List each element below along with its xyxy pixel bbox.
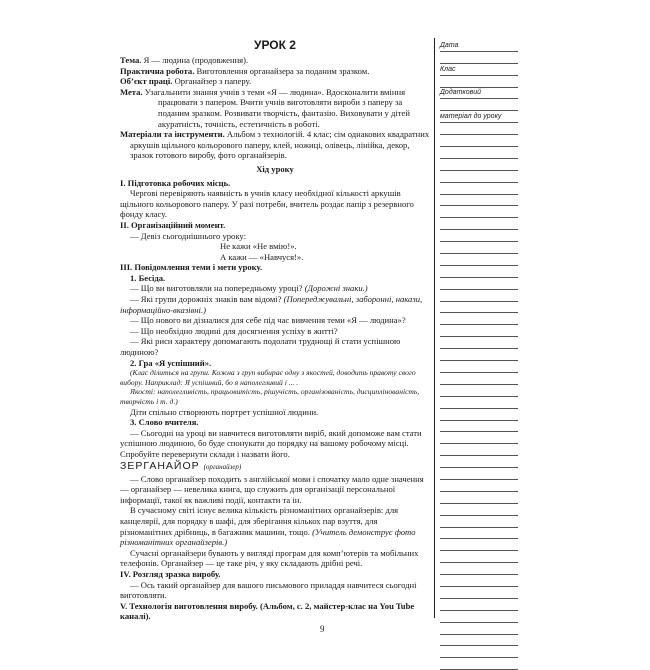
note-line xyxy=(440,444,518,456)
scrambled-word: ЗЕРГАНАЙОР (органайзер) xyxy=(120,459,242,472)
margin-label: матеріал до уроку xyxy=(440,113,502,121)
note-line xyxy=(440,254,518,266)
note-line xyxy=(440,587,518,599)
section-4-heading: IV. Розгляд зразка виробу. xyxy=(120,568,221,579)
question-2: — Які групи дорожніх знаків вам відомі? (Попереджувальні, заборонні, накази, інформаційно-вказівні.) xyxy=(120,294,423,315)
note-line xyxy=(440,337,518,349)
note-line xyxy=(440,551,518,563)
note-line xyxy=(440,528,518,540)
organizer-paragraph-3: Сучасні органайзери бувають у вигляді програм для комп’ютерів та мобільних телефонів. Органайзер — це таке річ, у яку складають дрібні речі. xyxy=(120,547,419,569)
practical-line: Практична робота. Виготовлення органайзера за поданим зразком. xyxy=(120,65,370,76)
note-line xyxy=(440,385,518,397)
subsection-teacher-word: 3. Слово вчителя. xyxy=(130,417,199,428)
note-line xyxy=(440,302,518,314)
subsection-conversation: 1. Бесіда. xyxy=(130,272,166,283)
note-line xyxy=(440,539,518,551)
section-1-heading: I. Підготовка робочих місць. xyxy=(120,177,231,188)
note-line xyxy=(440,409,518,421)
qualities-list: Якості: наполегливість, працьовитість, рішучість, організованість, дисциплінованість, творчість і т. д.) xyxy=(120,387,420,406)
note-line xyxy=(440,111,518,123)
topic-line: Тема. Я — людина (продовження). xyxy=(120,55,249,65)
question-1: — Що ви виготовляли на попередньому уроці? (Дорожні знаки.) xyxy=(130,283,368,294)
motto-line-2: А кажи — «Навчуся!». xyxy=(220,251,304,262)
note-line xyxy=(440,480,518,492)
note-line xyxy=(440,492,518,504)
note-line xyxy=(440,361,518,373)
section-4-text: — Ось такий органайзер для вашого письмового приладдя навчитеся сьогодні виготовляти. xyxy=(120,579,417,601)
note-line xyxy=(440,99,518,111)
note-line xyxy=(440,599,518,611)
question-4: — Що необхідно людині для досягнення успіху в житті? xyxy=(130,325,338,336)
note-line xyxy=(440,278,518,290)
page-number: 9 xyxy=(320,624,325,634)
portrait-line: Діти спільно створюють портрет успішної людини. xyxy=(130,406,319,417)
note-line xyxy=(440,575,518,587)
note-line xyxy=(440,325,518,337)
note-line xyxy=(440,658,518,670)
note-line xyxy=(440,195,518,207)
note-line xyxy=(440,76,518,88)
note-line xyxy=(440,52,518,64)
materials-line: Матеріали та інструменти. Альбом з технологій. 4 клас; сім однакових квадратних аркушів щільного кольорового паперу, клей, ножиці, олівець, лінійка, декор, зразок готового виробу, фото органайзерів. xyxy=(120,129,430,161)
note-line xyxy=(440,373,518,385)
note-line xyxy=(440,88,518,100)
lesson-content xyxy=(120,38,430,622)
note-line xyxy=(440,563,518,575)
note-line xyxy=(440,397,518,409)
note-line xyxy=(440,421,518,433)
note-line xyxy=(440,147,518,159)
note-line xyxy=(440,218,518,230)
note-line xyxy=(440,183,518,195)
margin-label: Дата xyxy=(440,41,459,49)
note-line xyxy=(440,646,518,658)
subsection-game: 2. Гра «Я успішний». xyxy=(130,357,212,368)
note-line xyxy=(440,504,518,516)
margin-label: Додатковий xyxy=(440,89,482,97)
notes-margin xyxy=(440,40,518,670)
note-line xyxy=(440,123,518,135)
note-line xyxy=(440,206,518,218)
note-line xyxy=(440,64,518,76)
course-heading: Хід уроку xyxy=(256,163,294,174)
question-5: — Які риси характеру допомагають подолати труднощі й стати успішною людиною? xyxy=(120,336,401,358)
section-5-heading: V. Технологія виготовлення виробу. (Альбом, с. 2, майстер-клас на You Tube каналі). xyxy=(120,600,415,622)
note-line xyxy=(440,230,518,242)
note-line xyxy=(440,623,518,635)
note-line xyxy=(440,40,518,52)
question-3: — Що нового ви дізналися для себе під час вивчення теми «Я — людина»? xyxy=(130,315,406,326)
game-instructions: (Клас ділиться на групи. Кожна з груп вибирає одну з якостей, доводить правоту свого вибору. Наприклад: Я успішний, бо я наполегливий і ... . xyxy=(120,368,416,387)
note-line xyxy=(440,290,518,302)
note-line xyxy=(440,468,518,480)
note-line xyxy=(440,635,518,647)
note-line xyxy=(440,135,518,147)
section-1-text: Черговi перевіряють наявність в учнів класу необхідної кількості аркушів щільного кольорового паперу. У разі потреби, вчитель роздає папір з резервного фонду класу. xyxy=(120,188,414,220)
note-line xyxy=(440,456,518,468)
note-line xyxy=(440,611,518,623)
note-line xyxy=(440,242,518,254)
organizer-paragraph-2: В сучасному світі існує велика кількість різноманітних органайзерів: для канцелярії, для порядку в шафі, для зберігання кількох пар взуття, для різноманітних дрібниць, в багажник машини, тощо. (Учитель демонструє фото різноманітних органайзерів.) xyxy=(120,505,416,548)
goal-line: Мета. Узагальнити знання учнів з теми «Я — людина». Вдосконалити вміння працювати з папером. Вчити учнів виготовляти вироби з паперу за поданим зразком. Розвивати творчість, фантазію. Виховувати у дітей акуратність, точність, естетичність в роботі. xyxy=(120,86,410,129)
object-line: Об’єкт праці. Органайзер з паперу. xyxy=(120,76,252,87)
note-line xyxy=(440,159,518,171)
note-line xyxy=(440,432,518,444)
lesson-title: УРОК 2 xyxy=(254,38,296,52)
organizer-paragraph-1: — Слово органайзер походить з англійської мови і спочатку мало одне значення — органайзер — невелика книга, що служить для організації персональної інформації, такої як важливі події, контакти та ін. xyxy=(120,473,424,505)
note-line xyxy=(440,266,518,278)
section-2-heading: II. Організаційний момент. xyxy=(120,219,226,230)
note-line xyxy=(440,313,518,325)
motto-intro: — Девіз сьогоднішнього уроку: xyxy=(130,230,246,241)
margin-divider xyxy=(434,38,435,618)
motto-line-1: Не кажи «Не вмію!». xyxy=(220,241,297,252)
margin-label: Клас xyxy=(440,65,456,73)
section-3-heading: III. Повідомлення теми і мети уроку. xyxy=(120,262,263,273)
note-line xyxy=(440,349,518,361)
note-line xyxy=(440,516,518,528)
note-line xyxy=(440,171,518,183)
teacher-speech: — Сьогодні на уроці ви навчитеся виготовляти виріб, який допоможе вам стати успішною людиною, бо буде спонукати до порядку на вашому робочому місці. Спробуйте перевернути склади і назвати його. xyxy=(120,427,422,459)
